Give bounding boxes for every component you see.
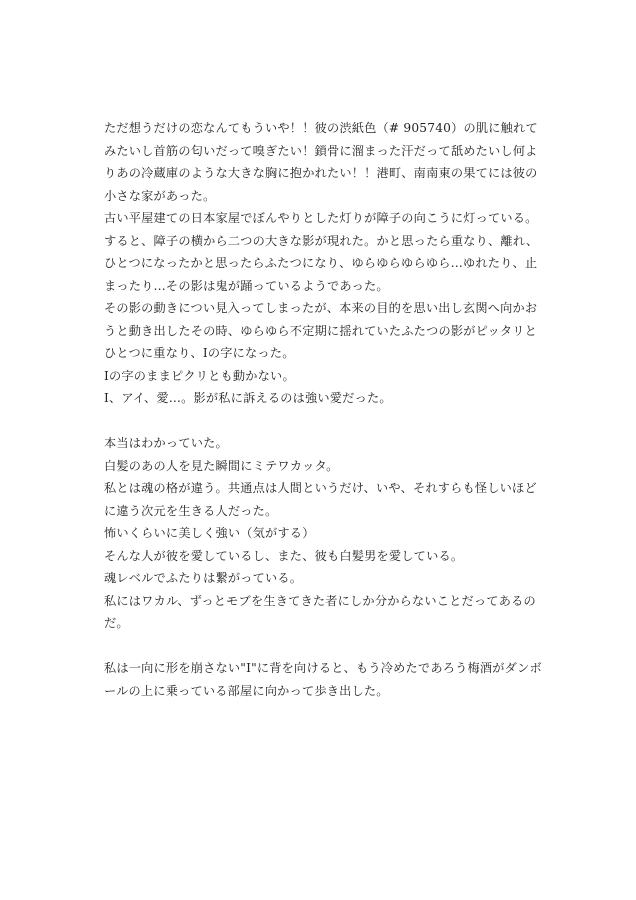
- text-line: 白髪のあの人を見た瞬間にミテワカッタ。: [104, 458, 339, 473]
- text-line: そんな人が彼を愛しているし、また、彼も白髪男を愛している。: [104, 548, 464, 563]
- text-line: 私とは魂の格が違う。共通点は人間というだけ、いや、それすらも怪しいほど: [104, 481, 537, 495]
- text-line: 私にはワカル、ずっとモブを生きてきた者にしか分からないことだってあるの: [104, 593, 536, 608]
- text-line: りあの冷蔵庫のような大きな胸に抱かれたい！！港町、南南東の果てには彼の: [104, 166, 538, 180]
- blank-line: [104, 635, 534, 658]
- blank-line: [104, 410, 534, 433]
- text-line: うと動き出したその時、ゆらゆら不定期に揺れていたふたつの影がピッタリと: [104, 323, 538, 338]
- text-line: ールの上に乗っている部屋に向かって歩き出した。: [104, 683, 389, 698]
- text-line: ひとつになったかと思ったらふたつになり、ゆらゆらゆらゆら…ゆれたり、止: [104, 256, 538, 270]
- text-line: 私は一向に形を崩さない"I"に背を向けると、もう冷めたであろう梅酒がダンボ: [104, 661, 542, 675]
- text-line: 本当はわかっていた。: [104, 436, 228, 450]
- text-line: その影の動きについ見入ってしまったが、本来の目的を思い出し玄関へ向かお: [104, 301, 538, 315]
- text-line: 古い平屋建ての日本家屋でぼんやりとした灯りが障子の向こうに灯っている。: [104, 211, 538, 225]
- text-line: 怖いくらいに美しく強い（気がする）: [104, 526, 315, 540]
- text-line: ただ想うだけの恋なんてもういや！！彼の渋紙色（# 905740）の肌に触れて: [104, 121, 538, 135]
- text-line: Iの字のままピクリとも動かない。: [104, 368, 295, 383]
- text-line: に違う次元を生きる人だった。: [104, 503, 278, 518]
- text-line: だ。: [104, 616, 129, 630]
- text-line: 小さな家があった。: [104, 188, 216, 203]
- text-line: すると、障子の横から二つの大きな影が現れた。かと思ったら重なり、離れ、: [104, 233, 539, 248]
- text-line: みたいし首筋の匂いだって嗅ぎたい！鎖骨に溜まった汗だって舐めたいし何よ: [104, 143, 538, 158]
- text-line: まったり…その影は鬼が踊っているようであった。: [104, 278, 389, 293]
- text-line: I、アイ、愛…。影が私に訴えるのは強い愛だった。: [104, 391, 392, 405]
- text-line: ひとつに重なり、Iの字になった。: [104, 346, 295, 360]
- story-text: [104, 117, 542, 702]
- text-line: 魂レベルでふたりは繋がっている。: [104, 571, 303, 585]
